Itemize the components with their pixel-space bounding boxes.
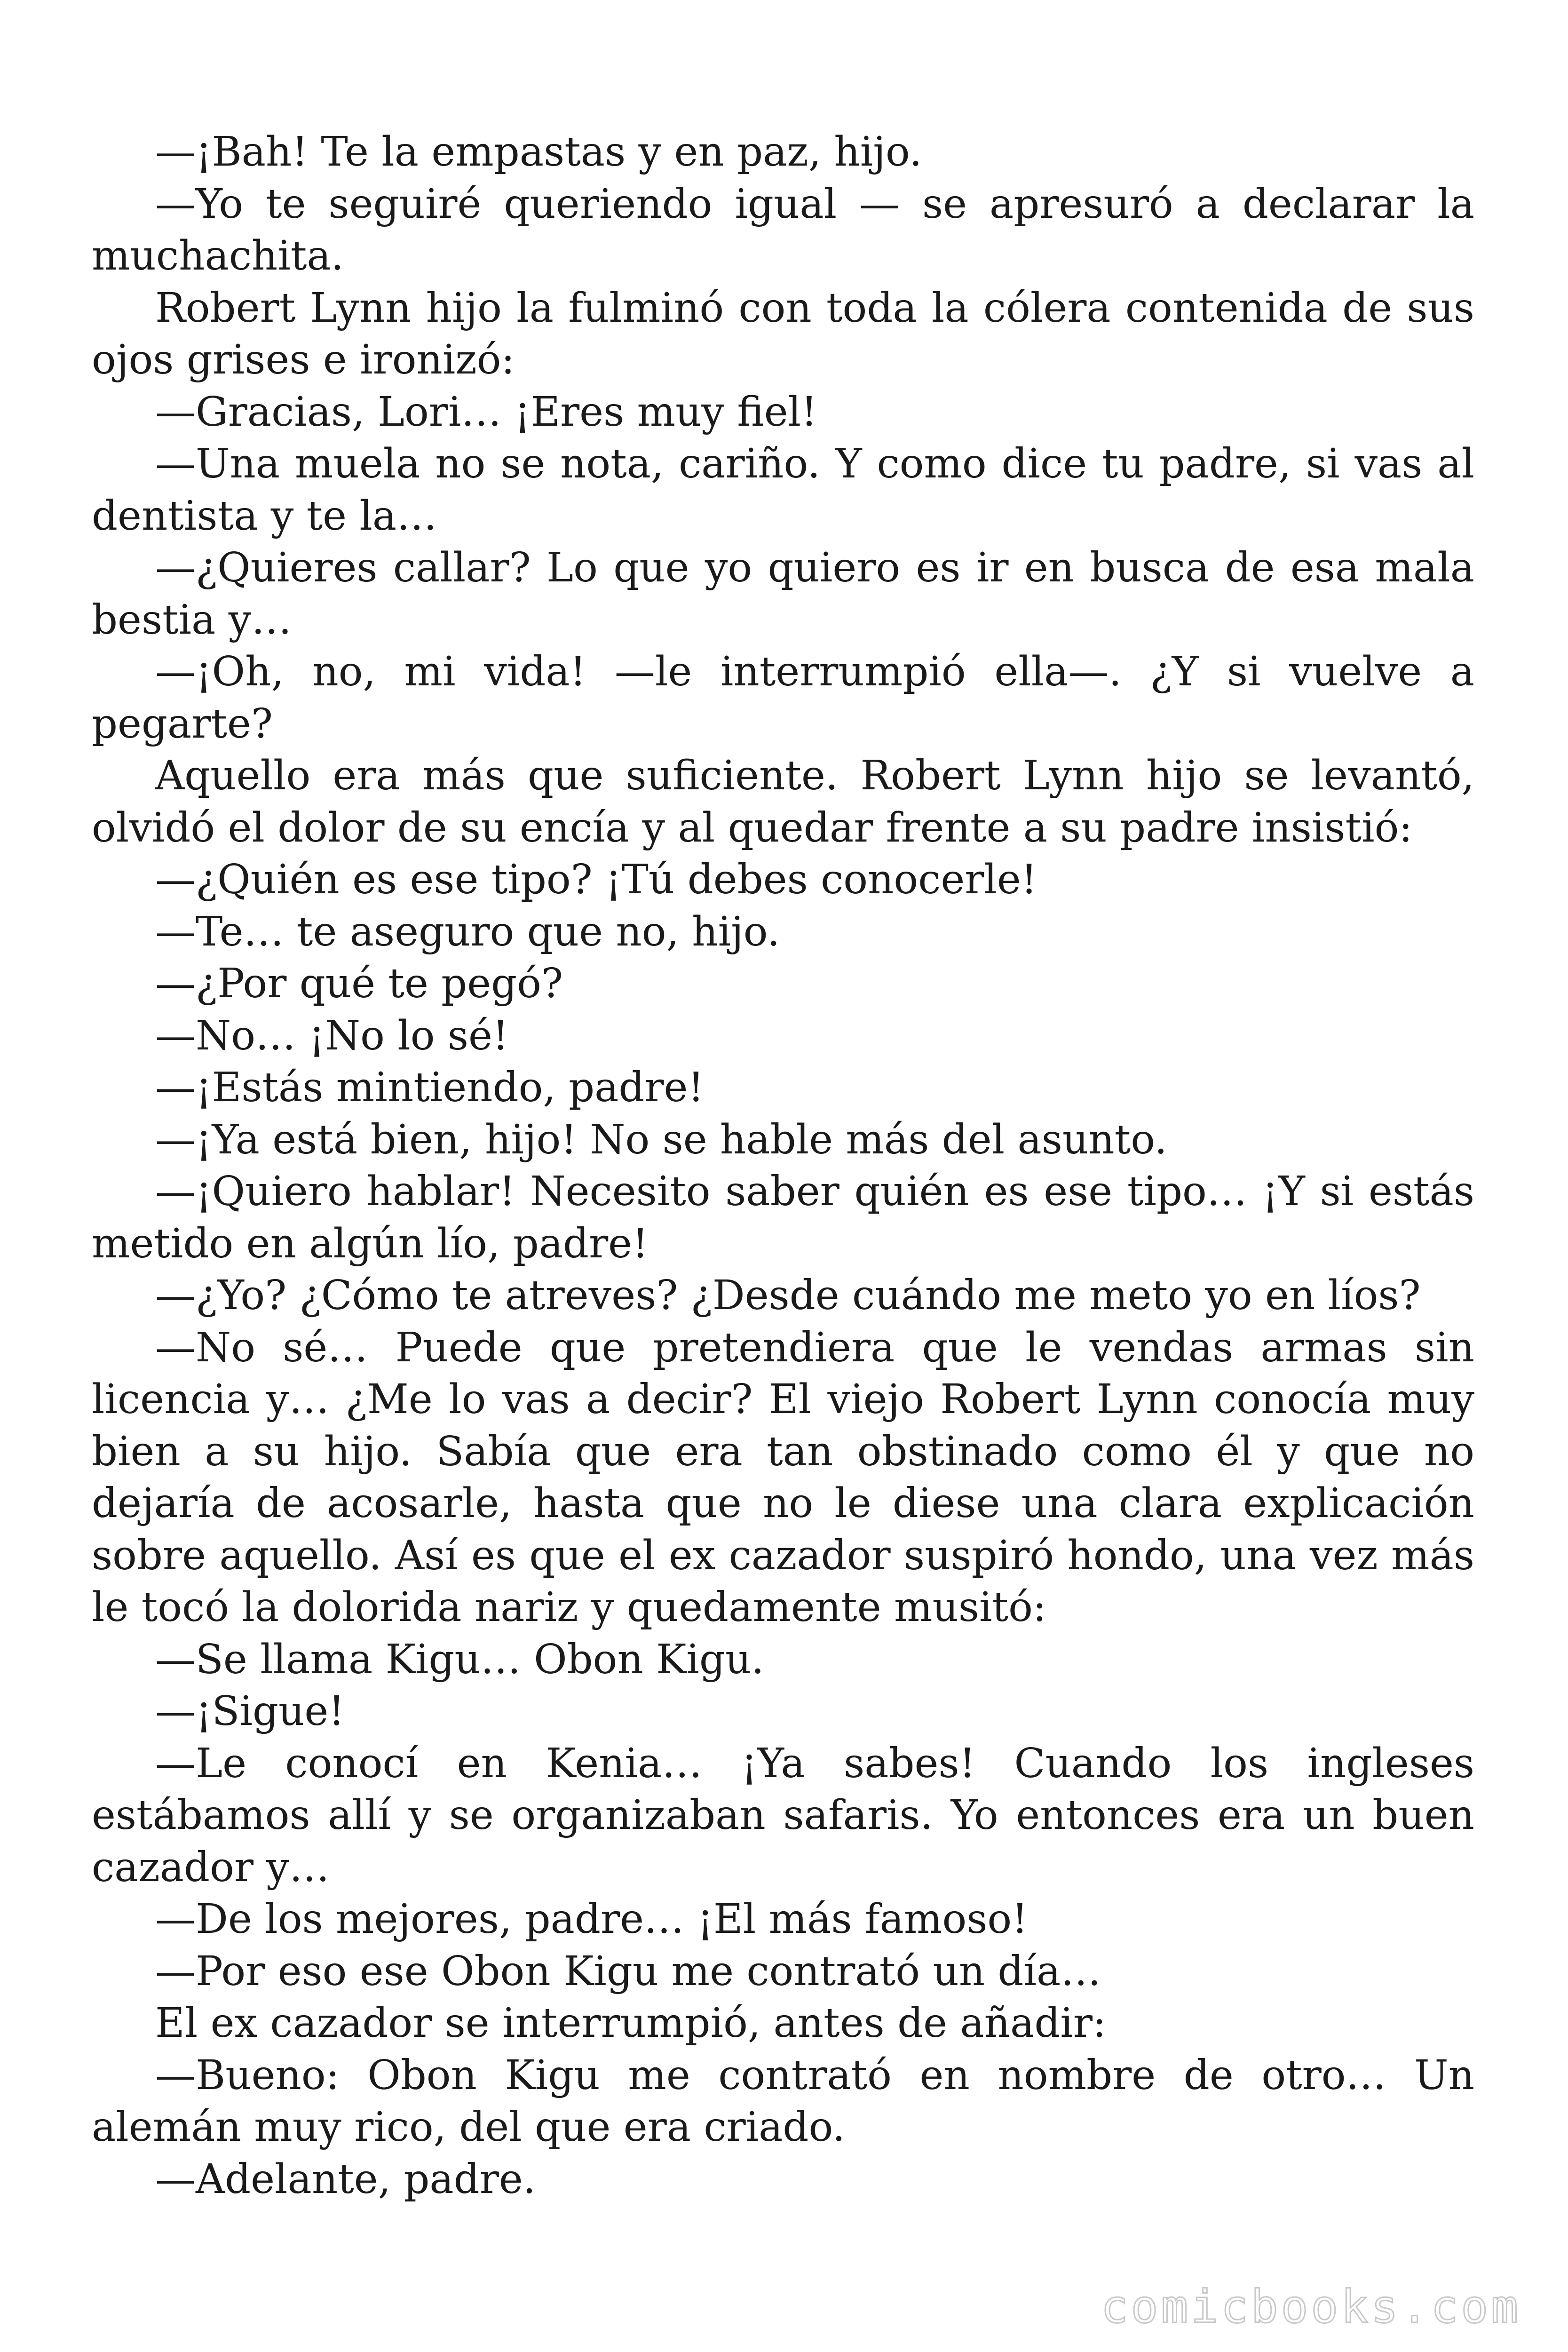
paragraph: El ex cazador se interrumpió, antes de añadir: — [155, 2000, 1106, 2047]
paragraph: Aquello era más que suficiente. Robert Lynn hijo se levantó, olvidó el dolor de su encía y al quedar frente a su padre insistió: — [92, 752, 1474, 851]
paragraph: —Le conocí en Kenia… ¡Ya sabes! Cuando los ingleses estábamos allí y se organizaban safaris. Yo entonces era un buen cazador y… — [92, 1740, 1474, 1891]
paragraph: —Por eso ese Obon Kigu me contrató un día… — [155, 1947, 1101, 1995]
paragraph: —¡Estás mintiendo, padre! — [155, 1064, 705, 1111]
book-page-text — [92, 126, 1474, 2205]
paragraph: —¡Ya está bien, hijo! No se hable más del asunto. — [155, 1116, 1167, 1163]
paragraph: —¡Quiero hablar! Necesito saber quién es ese tipo… ¡Y si estás metido en algún lío, padre! — [92, 1168, 1474, 1267]
paragraph: —Bueno: Obon Kigu me contrató en nombre de otro… Un alemán muy rico, del que era criado. — [92, 2051, 1474, 2151]
paragraph: —Gracias, Lori… ¡Eres muy fiel! — [155, 388, 817, 436]
paragraph: —Se llama Kigu… Obon Kigu. — [155, 1636, 764, 1683]
paragraph: —No… ¡No lo sé! — [155, 1012, 509, 1059]
paragraph: —¿Por qué te pegó? — [155, 960, 563, 1007]
paragraph: —Adelante, padre. — [155, 2155, 536, 2203]
paragraph: Robert Lynn hijo la fulminó con toda la cólera contenida de sus ojos grises e ironizó: — [92, 284, 1474, 383]
paragraph: —Yo te seguiré queriendo igual — se apresuró a declarar la muchachita. — [92, 180, 1474, 279]
paragraph: —Te… te aseguro que no, hijo. — [155, 908, 780, 955]
paragraph: —¡Sigue! — [155, 1688, 345, 1735]
watermark: comicbooks.com — [1101, 2280, 1521, 2333]
paragraph: —De los mejores, padre… ¡El más famoso! — [155, 1896, 1028, 1943]
paragraph: —¿Yo? ¿Cómo te atreves? ¿Desde cuándo me meto yo en líos? — [155, 1272, 1421, 1319]
paragraph: —¿Quieres callar? Lo que yo quiero es ir en busca de esa mala bestia y… — [92, 544, 1474, 644]
paragraph: —No sé… Puede que pretendiera que le vendas armas sin licencia y… ¿Me lo vas a decir? El viejo Robert Lynn conocía muy bien a su hijo. Sabía que era tan obstinado como él y que no dejaría de acosarle, hasta que no le diese una clara explicación sobre aquello. Así es que el ex cazador suspiró hondo, una vez más le tocó la dolorida nariz y quedamente musitó: — [92, 1324, 1474, 1631]
paragraph: —¿Quién es ese tipo? ¡Tú debes conocerle! — [155, 856, 1037, 903]
paragraph: —¡Oh, no, mi vida! —le interrumpió ella—. ¿Y si vuelve a pegarte? — [92, 648, 1474, 747]
paragraph: —Una muela no se nota, cariño. Y como dice tu padre, si vas al dentista y te la… — [92, 440, 1474, 540]
paragraph: —¡Bah! Te la empastas y en paz, hijo. — [155, 128, 922, 175]
